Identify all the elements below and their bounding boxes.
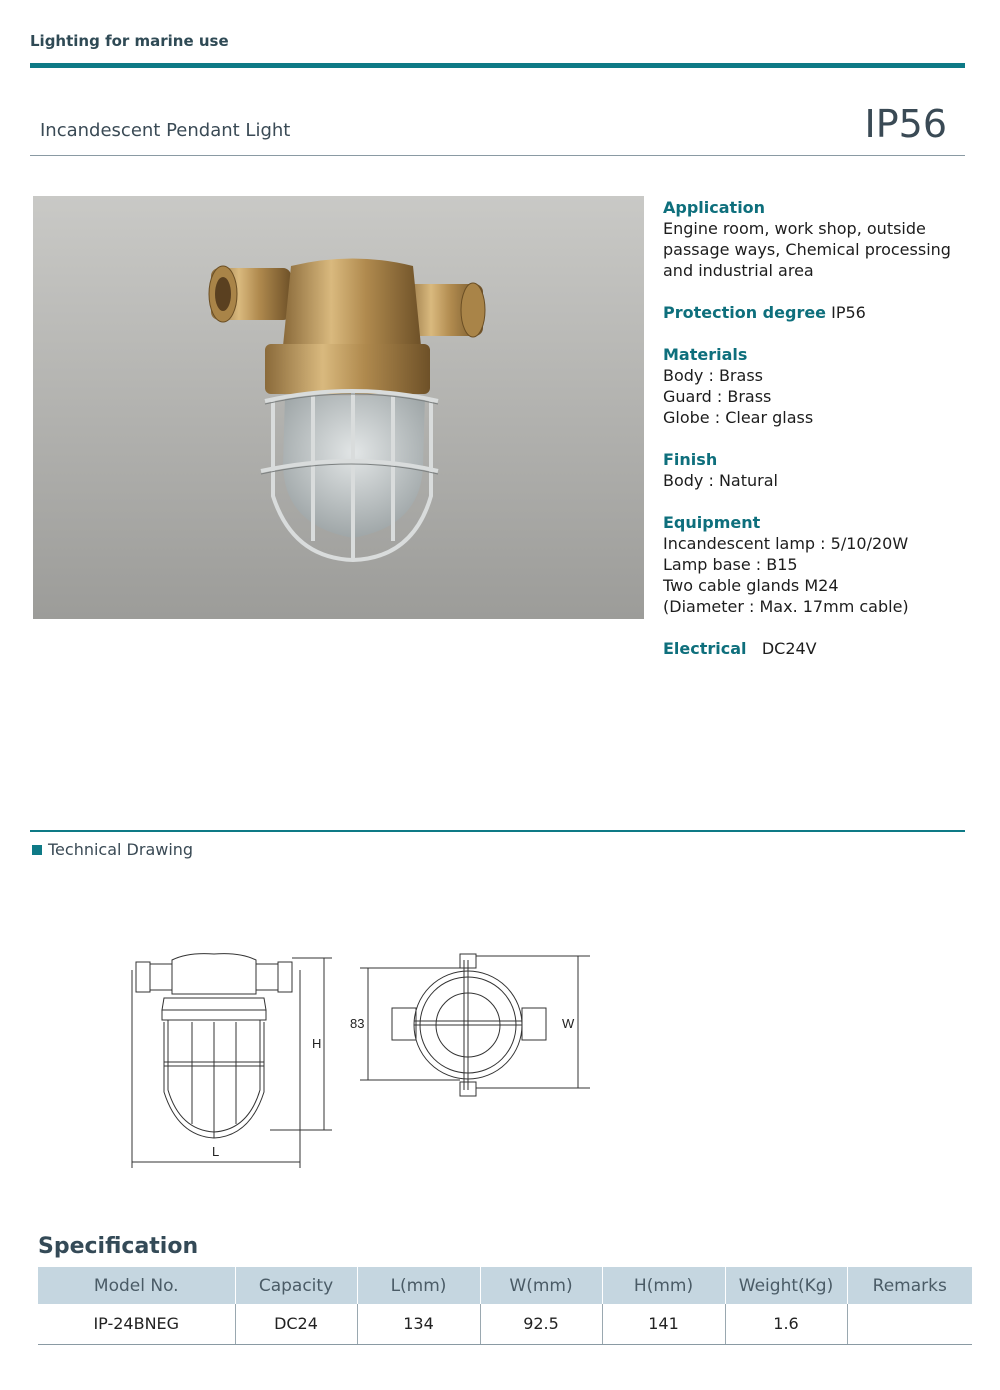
protection-label: Protection degree xyxy=(663,303,827,322)
materials-label: Materials xyxy=(663,345,748,364)
column-header: Remarks xyxy=(847,1267,972,1304)
application-line: passage ways, Chemical processing xyxy=(663,240,951,259)
cell-remarks xyxy=(847,1304,972,1344)
specification-title: Specification xyxy=(38,1234,199,1259)
cell-width: 92.5 xyxy=(480,1304,602,1344)
technical-drawing-label: Technical Drawing xyxy=(48,840,194,859)
protection-value: IP56 xyxy=(831,303,866,322)
dimension-h-label: H xyxy=(312,1036,322,1051)
protection-block xyxy=(663,302,963,323)
technical-drawing-rule xyxy=(30,830,965,832)
dimension-l-label: L xyxy=(212,1144,220,1159)
cell-length: 134 xyxy=(357,1304,480,1344)
column-header: Model No. xyxy=(38,1267,235,1304)
column-header: Capacity xyxy=(235,1267,357,1304)
equipment-block xyxy=(663,512,963,617)
cell-weight: 1.6 xyxy=(725,1304,847,1344)
product-name: Incandescent Pendant Light xyxy=(40,120,291,141)
square-bullet-icon xyxy=(32,845,42,855)
materials-line: Guard : Brass xyxy=(663,387,772,406)
finish-line: Body : Natural xyxy=(663,471,778,490)
materials-line: Body : Brass xyxy=(663,366,763,385)
header-rule xyxy=(30,63,965,68)
ip-code: IP56 xyxy=(864,102,947,146)
materials-line: Globe : Clear glass xyxy=(663,408,814,427)
equipment-line: Incandescent lamp : 5/10/20W xyxy=(663,534,909,553)
column-header: L(mm) xyxy=(357,1267,480,1304)
electrical-label: Electrical xyxy=(663,639,747,658)
electrical-value: DC24V xyxy=(761,639,817,658)
product-photo xyxy=(33,196,644,619)
column-header: W(mm) xyxy=(480,1267,602,1304)
finish-block xyxy=(663,449,963,491)
dimension-w-label: W xyxy=(562,1016,575,1031)
equipment-line: Two cable glands M24 xyxy=(663,576,839,595)
equipment-line: (Diameter : Max. 17mm cable) xyxy=(663,597,909,616)
technical-drawing xyxy=(120,940,600,1180)
equipment-label: Equipment xyxy=(663,513,761,532)
table-row xyxy=(38,1304,972,1344)
technical-drawing-title xyxy=(32,840,193,859)
application-line: Engine room, work shop, outside xyxy=(663,219,926,238)
application-block xyxy=(663,197,963,281)
title-row xyxy=(30,100,965,156)
table-header-row xyxy=(38,1267,972,1304)
dimension-83-label: 83 xyxy=(350,1016,365,1031)
application-label: Application xyxy=(663,198,766,217)
materials-block xyxy=(663,344,963,428)
equipment-line: Lamp base : B15 xyxy=(663,555,798,574)
column-header: Weight(Kg) xyxy=(725,1267,847,1304)
finish-label: Finish xyxy=(663,450,718,469)
electrical-block xyxy=(663,638,963,659)
spec-details xyxy=(663,197,963,680)
cell-model: IP-24BNEG xyxy=(38,1304,235,1344)
column-header: H(mm) xyxy=(602,1267,725,1304)
cell-height: 141 xyxy=(602,1304,725,1344)
section-header: Lighting for marine use xyxy=(30,32,229,50)
application-line: and industrial area xyxy=(663,261,814,280)
cell-capacity: DC24 xyxy=(235,1304,357,1344)
specification-table xyxy=(38,1267,972,1345)
